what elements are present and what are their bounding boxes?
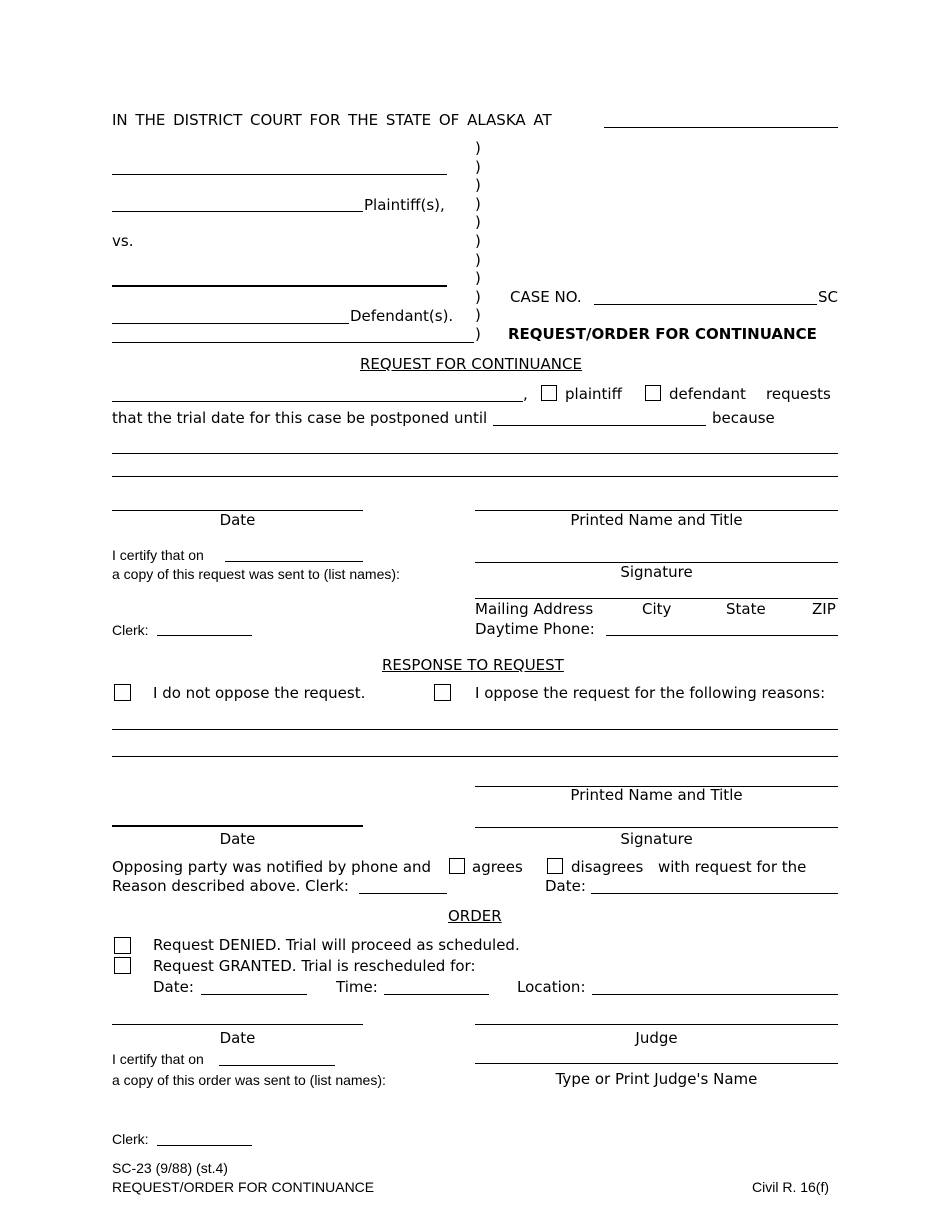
disagrees-checkbox[interactable] bbox=[547, 858, 563, 874]
form-title: REQUEST/ORDER FOR CONTINUANCE bbox=[508, 325, 817, 343]
order-time-field[interactable] bbox=[384, 994, 489, 995]
reason-line-1[interactable] bbox=[112, 453, 838, 454]
requests-label: requests bbox=[766, 385, 831, 403]
no-oppose-checkbox[interactable] bbox=[114, 684, 131, 701]
defendant-checkbox[interactable] bbox=[645, 385, 661, 401]
order-certify-date-field[interactable] bbox=[219, 1065, 335, 1066]
order-heading: ORDER bbox=[448, 907, 502, 925]
reason-line-2[interactable] bbox=[112, 476, 838, 477]
granted-label: Request GRANTED. Trial is rescheduled for: bbox=[153, 957, 476, 975]
order-sign-date-label: Date bbox=[219, 1029, 256, 1047]
footer-rule: Civil R. 16(f) bbox=[752, 1179, 830, 1195]
request-clerk-field[interactable] bbox=[157, 635, 252, 636]
request-printed-name-label: Printed Name and Title bbox=[570, 511, 743, 529]
order-clerk-field[interactable] bbox=[157, 1145, 252, 1146]
denied-label: Request DENIED. Trial will proceed as scheduled. bbox=[153, 936, 520, 954]
footer-form-name: REQUEST/ORDER FOR CONTINUANCE bbox=[112, 1179, 375, 1195]
judge-name-field[interactable] bbox=[475, 1063, 838, 1064]
city-label: City bbox=[642, 600, 672, 618]
response-printed-name-label: Printed Name and Title bbox=[570, 786, 743, 804]
request-certify-text: I certify that on bbox=[112, 547, 204, 563]
response-date-field[interactable] bbox=[112, 825, 363, 827]
oppose-reason-line-1[interactable] bbox=[112, 729, 838, 730]
order-sign-date-field[interactable] bbox=[112, 1024, 363, 1025]
case-suffix: SC bbox=[818, 288, 838, 306]
order-location-label: Location: bbox=[517, 978, 586, 996]
case-no-label: CASE NO. bbox=[510, 288, 582, 306]
response-signature-label: Signature bbox=[620, 830, 693, 848]
order-certify-text: I certify that on bbox=[112, 1051, 204, 1067]
request-date-label: Date bbox=[219, 511, 256, 529]
zip-label: ZIP bbox=[812, 600, 836, 618]
case-no-field[interactable] bbox=[594, 304, 817, 305]
reason-clerk-text: Reason described above. Clerk: bbox=[112, 877, 349, 895]
daytime-phone-field[interactable] bbox=[606, 635, 838, 636]
granted-checkbox[interactable] bbox=[114, 957, 131, 974]
agrees-label: agrees bbox=[472, 858, 523, 876]
plaintiff-name-field-2[interactable] bbox=[112, 211, 363, 212]
versus-label: vs. bbox=[112, 232, 134, 250]
agrees-checkbox[interactable] bbox=[449, 858, 465, 874]
order-date-label: Date: bbox=[153, 978, 194, 996]
order-date-field[interactable] bbox=[201, 994, 307, 995]
oppose-label: I oppose the request for the following reasons: bbox=[475, 684, 826, 702]
comma: , bbox=[523, 385, 528, 403]
defendant-name-field-3[interactable] bbox=[112, 342, 474, 343]
no-oppose-label: I do not oppose the request. bbox=[153, 684, 366, 702]
response-heading: RESPONSE TO REQUEST bbox=[382, 656, 564, 674]
plaintiff-name-field-1[interactable] bbox=[112, 174, 447, 175]
plaintiff-option-label: plaintiff bbox=[565, 385, 622, 403]
oppose-checkbox[interactable] bbox=[434, 684, 451, 701]
defendant-option-label: defendant bbox=[669, 385, 746, 403]
defendant-label: Defendant(s). bbox=[350, 307, 454, 325]
plaintiff-label: Plaintiff(s), bbox=[364, 196, 445, 214]
mailing-address-label: Mailing Address bbox=[475, 600, 594, 618]
disagrees-label: disagrees bbox=[571, 858, 644, 876]
plaintiff-checkbox[interactable] bbox=[541, 385, 557, 401]
requester-name-field[interactable] bbox=[112, 401, 523, 402]
order-copy-sent-text: a copy of this order was sent to (list names): bbox=[112, 1072, 386, 1088]
because-label: because bbox=[712, 409, 775, 427]
defendant-name-field-2[interactable] bbox=[112, 323, 349, 324]
judge-signature-field[interactable] bbox=[475, 1024, 838, 1025]
state-label: State bbox=[726, 600, 766, 618]
defendant-name-field-1[interactable] bbox=[112, 285, 447, 287]
court-heading: IN THE DISTRICT COURT FOR THE STATE OF ALASKA AT bbox=[112, 111, 552, 129]
footer-form-number: SC-23 (9/88) (st.4) bbox=[112, 1160, 228, 1176]
court-location-field[interactable] bbox=[604, 127, 838, 128]
judge-name-label: Type or Print Judge's Name bbox=[555, 1070, 758, 1088]
judge-label: Judge bbox=[635, 1029, 678, 1047]
mailing-address-field[interactable] bbox=[475, 598, 838, 599]
order-clerk-label: Clerk: bbox=[112, 1131, 149, 1147]
caption-parentheses: ) ) ) ) ) ) ) ) ) ) ) bbox=[475, 139, 481, 343]
response-date2-label: Date: bbox=[545, 877, 586, 895]
request-copy-sent-text: a copy of this request was sent to (list names): bbox=[112, 566, 400, 582]
postpone-until-field[interactable] bbox=[493, 425, 706, 426]
order-location-field[interactable] bbox=[592, 994, 838, 995]
response-date2-field[interactable] bbox=[591, 893, 838, 894]
request-signature-label: Signature bbox=[620, 563, 693, 581]
oppose-reason-line-2[interactable] bbox=[112, 756, 838, 757]
with-request-text: with request for the bbox=[658, 858, 807, 876]
daytime-phone-label: Daytime Phone: bbox=[475, 620, 595, 638]
denied-checkbox[interactable] bbox=[114, 937, 131, 954]
response-clerk-field[interactable] bbox=[359, 893, 447, 894]
notified-text: Opposing party was notified by phone and bbox=[112, 858, 432, 876]
request-clerk-label: Clerk: bbox=[112, 622, 149, 638]
order-time-label: Time: bbox=[336, 978, 378, 996]
request-certify-date-field[interactable] bbox=[225, 561, 363, 562]
response-date-label: Date bbox=[219, 830, 256, 848]
postpone-text: that the trial date for this case be postponed until bbox=[112, 409, 488, 427]
response-signature-field[interactable] bbox=[475, 827, 838, 828]
request-heading: REQUEST FOR CONTINUANCE bbox=[360, 355, 582, 373]
